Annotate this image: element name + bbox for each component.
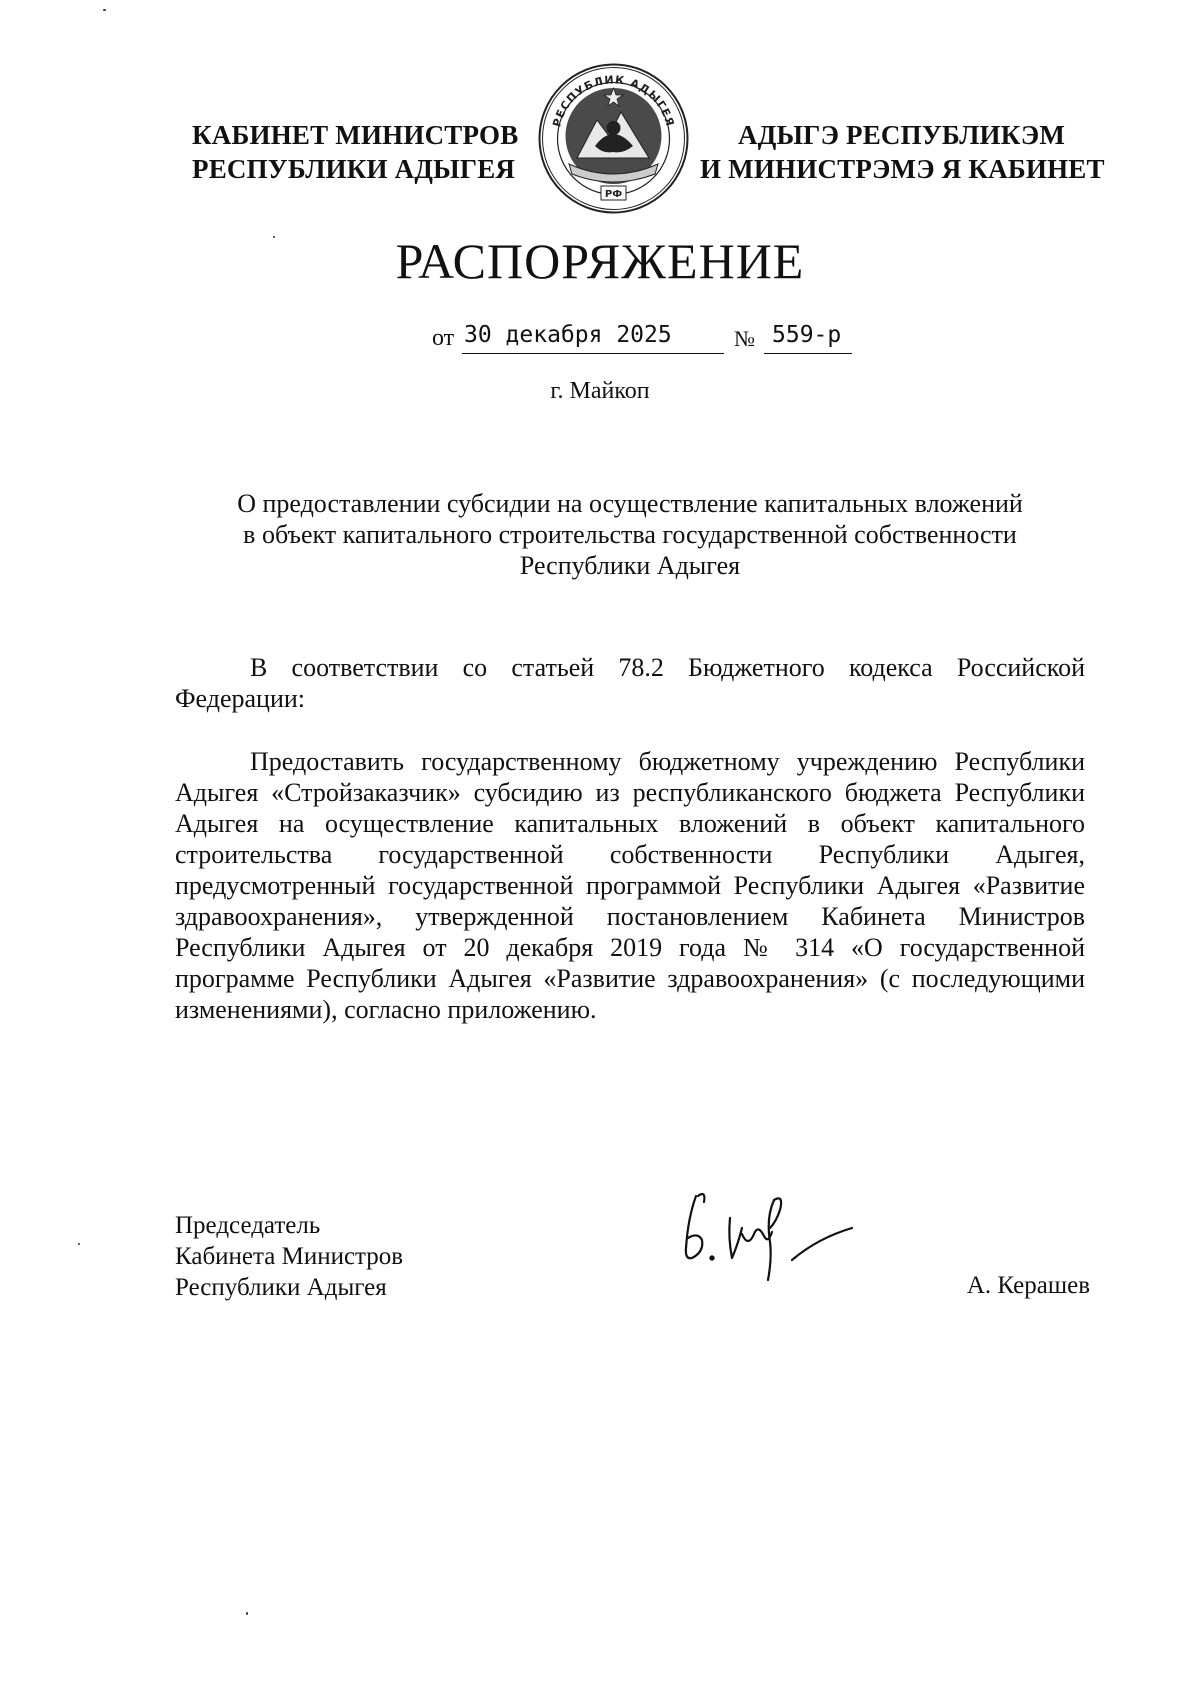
header-left-line-2: РЕСПУБЛИКИ АДЫГЕЯ <box>192 154 516 184</box>
body-paragraph-2: Предоставить государственному бюджетному учреждению Республики Адыгея «Стройзаказчик» субсидию из республиканского бюджета Республики Адыгея на осуществление капитальных вложений в объект капитального строительства государственной собственности Республики Адыгея, предусмотренный государственной программой Республики Адыгея «Развитие здравоохранения», утвержденной постановлением Кабинета Министров Республики Адыгея от 20 декабря 2019 года № 314 «О государственной программе Республики Адыгея «Развитие здравоохранения» (с последующими изменениями), согласно приложению. <box>175 747 1085 1024</box>
subject-line-2: в объект капитального строительства государственной собственности <box>243 520 1017 549</box>
position-line-3: Республики Адыгея <box>175 1274 387 1301</box>
subject-line-1: О предоставлении субсидии на осуществление капитальных вложений <box>237 489 1023 518</box>
scan-speck <box>246 1612 248 1615</box>
number-value: 559-р <box>772 322 842 348</box>
coat-of-arms-icon <box>537 62 690 215</box>
document-title: РАСПОРЯЖЕНИЕ <box>395 233 805 289</box>
signer-name: А. Керашев <box>966 1272 1090 1299</box>
scan-speck <box>78 1243 80 1245</box>
position-line-2: Кабинета Министров <box>175 1243 404 1270</box>
document-subject <box>190 488 1070 581</box>
date-value: 30 декабря 2025 <box>464 322 672 348</box>
header-left <box>192 118 532 186</box>
header-right-line-2: И МИНИСТРЭМЭ Я КАБИНЕТ <box>700 154 1105 184</box>
date-number-row <box>432 316 852 356</box>
scan-speck <box>103 9 106 11</box>
emblem-bottom-text: РФ <box>604 189 623 200</box>
handwritten-signature-icon <box>668 1188 868 1288</box>
emblem-arc-text: РЕСПУБЛИК АДЫГЕЯ <box>550 73 677 129</box>
header-right <box>700 118 1110 186</box>
signatory-position <box>175 1210 475 1303</box>
subject-line-3: Республики Адыгея <box>519 551 741 580</box>
date-prefix: от <box>432 325 455 351</box>
number-prefix: № <box>734 326 755 351</box>
position-line-1: Председатель <box>175 1212 321 1239</box>
header-left-line-1: КАБИНЕТ МИНИСТРОВ <box>192 120 519 150</box>
city: г. Майкоп <box>550 378 650 404</box>
body-paragraph-1: В соответствии со статьей 78.2 Бюджетного кодекса Российской Федерации: <box>175 653 1085 713</box>
header-right-line-1: АДЫГЭ РЕСПУБЛИКЭМ <box>738 120 1066 150</box>
number-underline <box>764 353 852 354</box>
date-underline <box>462 353 724 354</box>
